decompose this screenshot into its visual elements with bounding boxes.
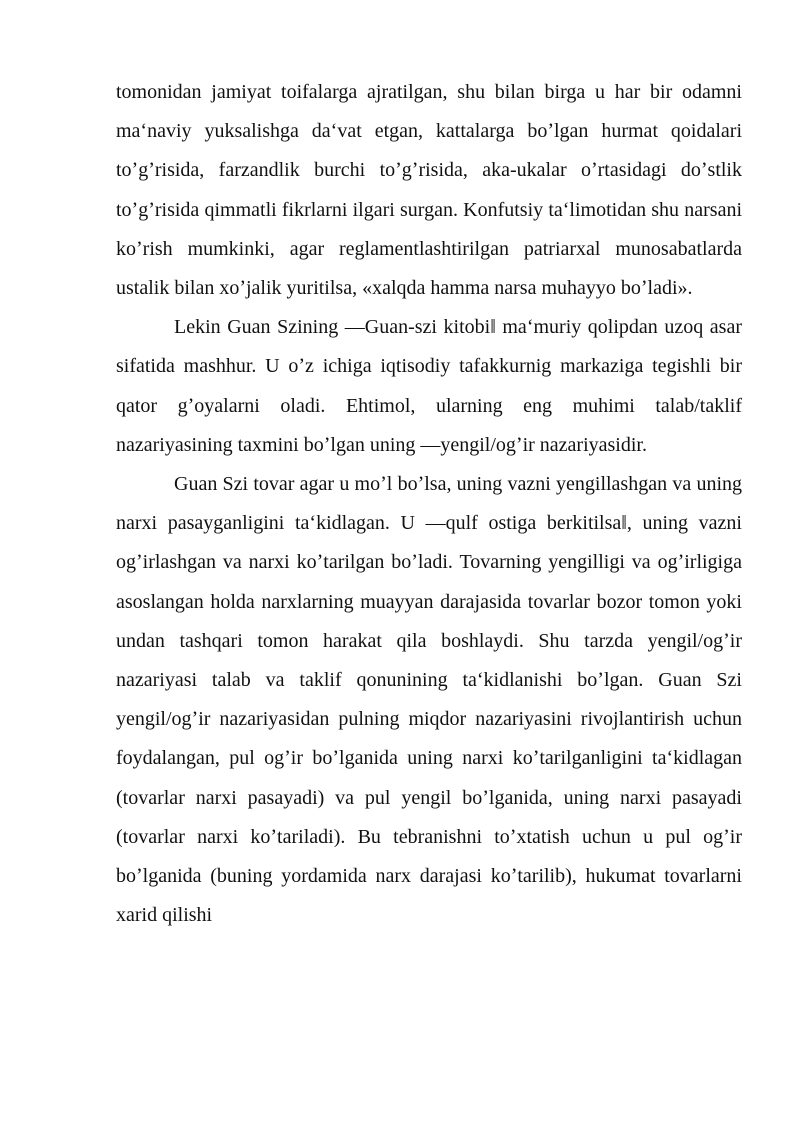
paragraph-2: Lekin Guan Szining ―Guan-szi kitobi‖ maʻmuriy qolipdan uzoq asar sifatida mashhur. U oʼz ichiga iqtisodiy tafakkurnig markaziga tegishli bir qator gʼoyalarni oladi. Ehtimol, ularning eng muhimi talab/taklif nazariyasining taxmini boʼlgan uning ―yengil/ogʼir nazariyasidir. — [116, 316, 742, 456]
document-page — [116, 73, 742, 935]
paragraph-1: tomonidan jamiyat toifalarga ajratilgan, shu bilan birga u har bir odamni maʻnaviy yuksalishga daʻvat etgan, kattalarga boʼlgan hurmat qoidalari toʼgʼrisida, farzandlik burchi toʼgʼrisida, aka-ukalar oʼrtasidagi doʼstlik toʼgʼrisida qimmatli fikrlarni ilgari surgan. Konfutsiy taʻlimotidan shu narsani koʼrish mumkinki, agar reglamentlashtirilgan patriarxal munosabatlarda ustalik bilan xoʼjalik yuritilsa, «xalqda hamma narsa muhayyo boʼladi». — [116, 81, 742, 300]
paragraph-3: Guan Szi tovar agar u moʼl boʼlsa, uning vazni yengillashgan va uning narxi pasayganligini taʻkidlagan. U ―qulf ostiga berkitilsa‖, uning vazni ogʼirlashgan va narxi koʼtarilgan boʼladi. Tovarning yengilligi va ogʼirligiga asoslangan holda narxlarning muayyan darajasida tovarlar bozor tomon yoki undan tashqari tomon harakat qila boshlaydi. Shu tarzda yengil/ogʼir nazariyasi talab va taklif qonunining taʻkidlanishi boʼlgan. Guan Szi yengil/ogʼir nazariyasidan pulning miqdor nazariyasini rivojlantirish uchun foydalangan, pul ogʼir boʼlganida uning narxi koʼtarilganligini taʻkidlagan (tovarlar narxi pasayadi) va pul yengil boʼlganida, uning narxi pasayadi (tovarlar narxi koʼtariladi). Bu tebranishni toʼxtatish uchun u pul ogʼir boʼlganida (buning yordamida narx darajasi koʼtarilib), hukumat tovarlarni xarid qilishi — [116, 473, 742, 927]
